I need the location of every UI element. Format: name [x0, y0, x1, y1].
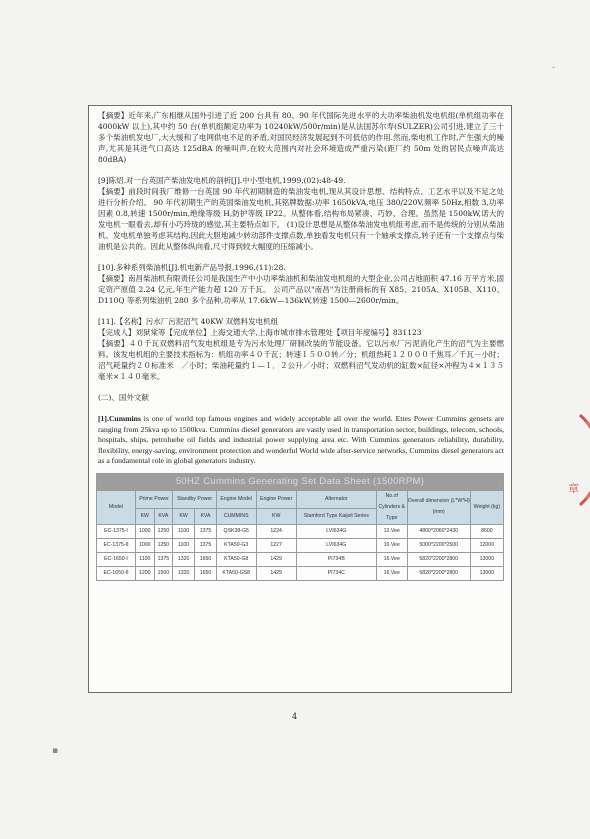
table-cell: 1200	[136, 566, 155, 580]
table-row	[97, 552, 504, 566]
table-cell: 5000*2200*2500	[407, 538, 470, 552]
table-cell: 1100	[136, 552, 155, 566]
table-cell: 1429	[256, 566, 296, 580]
table-cell: LVI634G	[296, 524, 376, 538]
table-cell: 1000	[136, 538, 155, 552]
table-cell: EC-1650-II	[97, 566, 136, 580]
cummins-paragraph	[98, 414, 504, 467]
table-cell: 4800*2060*2430	[407, 524, 470, 538]
table-cell: 1375	[195, 524, 217, 538]
header-model: Model	[97, 490, 136, 524]
header-kva: KVA	[154, 508, 173, 524]
header-engine-model: Engine Model	[216, 490, 256, 508]
header-alternator: Alternator	[296, 490, 376, 508]
reference-9-abstract: 【摘要】前段时间我厂维修一台英国 90 年代初期制造的柴油发电机,现从其设计思想、结构特点、工艺水平以及不足之处进行分析介绍。 90 年代初期生产的英国柴油发电机,其铭牌数据:功率 1650kVA,电压 380/220V,频率 50Hz,相数 3,功率因素 0.8,转速 1500r/min,绝缘等级 H,防护等级 IP22。从整体看,结构布局紧凑、巧妙、合理。虽然是 1500kW,诺大的发电机一眼看去,却有小巧玲珑的感觉,其主要特点如下。 (1)设计思想是从整体柴油发电机组考虑,而不是传统的分别从柴油机、发电机单独考虑其结构,因此大胆地减少转动部件支撑点数,单独看发电机只有一个轴承支撑点,转子还有一个支撑点与柴油机是公共的。因此从整体纵向看,尺寸得到较大幅度的压缩减小。	[98, 187, 504, 251]
table-cell: 1320	[173, 552, 195, 566]
stamp-character: 章	[568, 482, 579, 495]
page-number: 4	[292, 712, 298, 721]
table-cell: 1429	[256, 552, 296, 566]
table-cell: EC-1375-II	[97, 538, 136, 552]
table-cell: KTA50-G8	[216, 552, 256, 566]
table-cell: 16.Vee	[376, 538, 407, 552]
header-weight: Weight (kg)	[470, 490, 503, 524]
table-cell: 1227	[256, 538, 296, 552]
table-cell: KTA50-G3	[216, 538, 256, 552]
table-row	[97, 524, 504, 538]
table-cell: 1375	[154, 552, 173, 566]
abstract-paragraph: 【摘要】近年来,广东相继从国外引进了近 200 台具有 80、90 年代国际先进水平的大功率柴油机发电机组(单机组功率在 4000kW 以上),其中约 50 台(单机组额定功率为 10240kW/500r/min)是从法国苏尔寿(SULZER)公司引进,建立了三十多个柴油机发电厂,大大缓和了电网供电不足的矛盾,对国民经济发展起到不可低估的作用.然而,柴电机工作时,产生强大的噪声,尤其是其进气口高达 125dBA 的噪叫声,在较大范围内对社会环境造成严重污染(距厂约 50m 处的居民点噪声高达 80dBA)	[98, 111, 504, 164]
table-cell: 5820*2200*2800	[407, 566, 470, 580]
table-cell: 13000	[470, 566, 503, 580]
cummins-text: is one of world top famous engines and widely acceptable all over the world. Ettes Power Cummins gensets are ranging from 25kva up to 1500kva. Cummins diesel generators are vastly used in transportation sector, buildings, telecom, schools, hospitals, ships, petroluebe oil fields and industrial power supplying area etc. With Cummins generators reliability, durability, flexibility, energy-saving, environment protection and wonderful World wide after-service networks, Cummins diesel generators act as a fundamental role in global generators industry.	[98, 414, 504, 465]
table-cell: 12.Vee	[376, 524, 407, 538]
table-cell: 1000	[136, 524, 155, 538]
table-cell: 5820*2200*2800	[407, 552, 470, 566]
table-body	[97, 524, 504, 580]
document-body	[98, 110, 504, 581]
table-cell: 16.Vee	[376, 552, 407, 566]
table-cell: EC-1375-I	[97, 524, 136, 538]
reference-11-unit: 【完成人】刘狱棠等【完成单位】上海交通大学,上海市城市排水管理处【项目年度编号】831123	[98, 328, 422, 337]
header-kw: KW	[256, 508, 296, 524]
table-cell: PI734C	[296, 566, 376, 580]
table-cell: 13000	[470, 552, 503, 566]
header-standby-power: Standby Power	[173, 490, 217, 508]
table-cell: PI734B	[296, 552, 376, 566]
reference-10-abstract: 【摘要】南昌柴油机有限责任公司是我国生产中小功率柴油机和柴油发电机组的大型企业,公司占地面积 47.16 万平方米,固定资产原值 2.24 亿元,年生产能力超 120 万千瓦。 公司产品以"南昌"为注册商标的有 X85、2105A、X105B、X110、D110Q 等系列柴油机 280 多个品种,功率从 17.6kW—136kW,转速 1500—2600r/min。	[98, 274, 505, 305]
reference-11-abstract: 【摘要】４０千瓦双燃料沼气发电机组是专为污水处理厂研制改装的节能设备。它以污水厂污泥消化产生的沼气为主要燃料。该发电机组的主要技术指标为：机组功率４０千瓦；转速１５００转／分；机组热耗１２０００千焦耳／千瓦－小时；沼气耗量约２０标准米 ／小时；柴油耗量约１—１．２公升／小时；双燃料沼气发动机的缸数×缸径×冲程为４×１３５毫米×１４０毫米。	[98, 339, 504, 381]
reference-9-title: [9]陈炤.对一台英国产柴油发电机的剖析[J].中小型电机,1999,(02):48-49.	[98, 176, 346, 185]
table-cell: KTA50-GS8	[216, 566, 256, 580]
table-cell: 16.Vee	[376, 566, 407, 580]
table-cell: 1250	[154, 538, 173, 552]
table-cell: 1650	[195, 552, 217, 566]
header-dimension: Overall dimension (L*W*H)(mm)	[407, 490, 470, 524]
table-cell: 12000	[470, 538, 503, 552]
header-alternator-sub: Stamford Type Kaijeli Series	[296, 508, 376, 524]
table-cell: 1100	[173, 524, 195, 538]
table-cell: QSK38-G5	[216, 524, 256, 538]
header-kw: KW	[136, 508, 155, 524]
header-engine-power: Engine Power	[256, 490, 296, 508]
header-kw: KW	[173, 508, 195, 524]
cummins-lead: [1].Cummins	[98, 414, 141, 423]
table-cell: EC-1650-I	[97, 552, 136, 566]
generator-data-table	[96, 473, 504, 581]
table-cell: 1500	[154, 566, 173, 580]
scan-mark: ‐	[552, 63, 556, 73]
table-row	[97, 566, 504, 580]
reference-10-title: [10].多种系列柴油机[J].机电新产品导报,1996,(11):28.	[98, 263, 286, 272]
table-cell: 1320	[173, 566, 195, 580]
header-prime-power: Prime Power	[136, 490, 173, 508]
table-cell: 1250	[154, 524, 173, 538]
table-cell: LVI634G	[296, 538, 376, 552]
reference-11-title: [11].【名称】污水厂污泥沼气 40KW 双燃料发电机组	[98, 317, 279, 326]
header-cummins: CUMMINS	[216, 508, 256, 524]
section-heading: (二)、国外文献	[98, 393, 149, 402]
table-title: 50HZ Cummins Generating Set Data Sheet (1500RPM)	[97, 473, 504, 490]
table-cell: 8600	[470, 524, 503, 538]
scan-mark: ▪	[52, 746, 59, 756]
table-cell: 1650	[195, 566, 217, 580]
table-cell: 1224	[256, 524, 296, 538]
table-cell: 1375	[195, 538, 217, 552]
table-row	[97, 538, 504, 552]
header-cylinders: No.of Cylinders & Type	[376, 490, 407, 524]
table-cell: 1100	[173, 538, 195, 552]
header-kva: KVA	[195, 508, 217, 524]
